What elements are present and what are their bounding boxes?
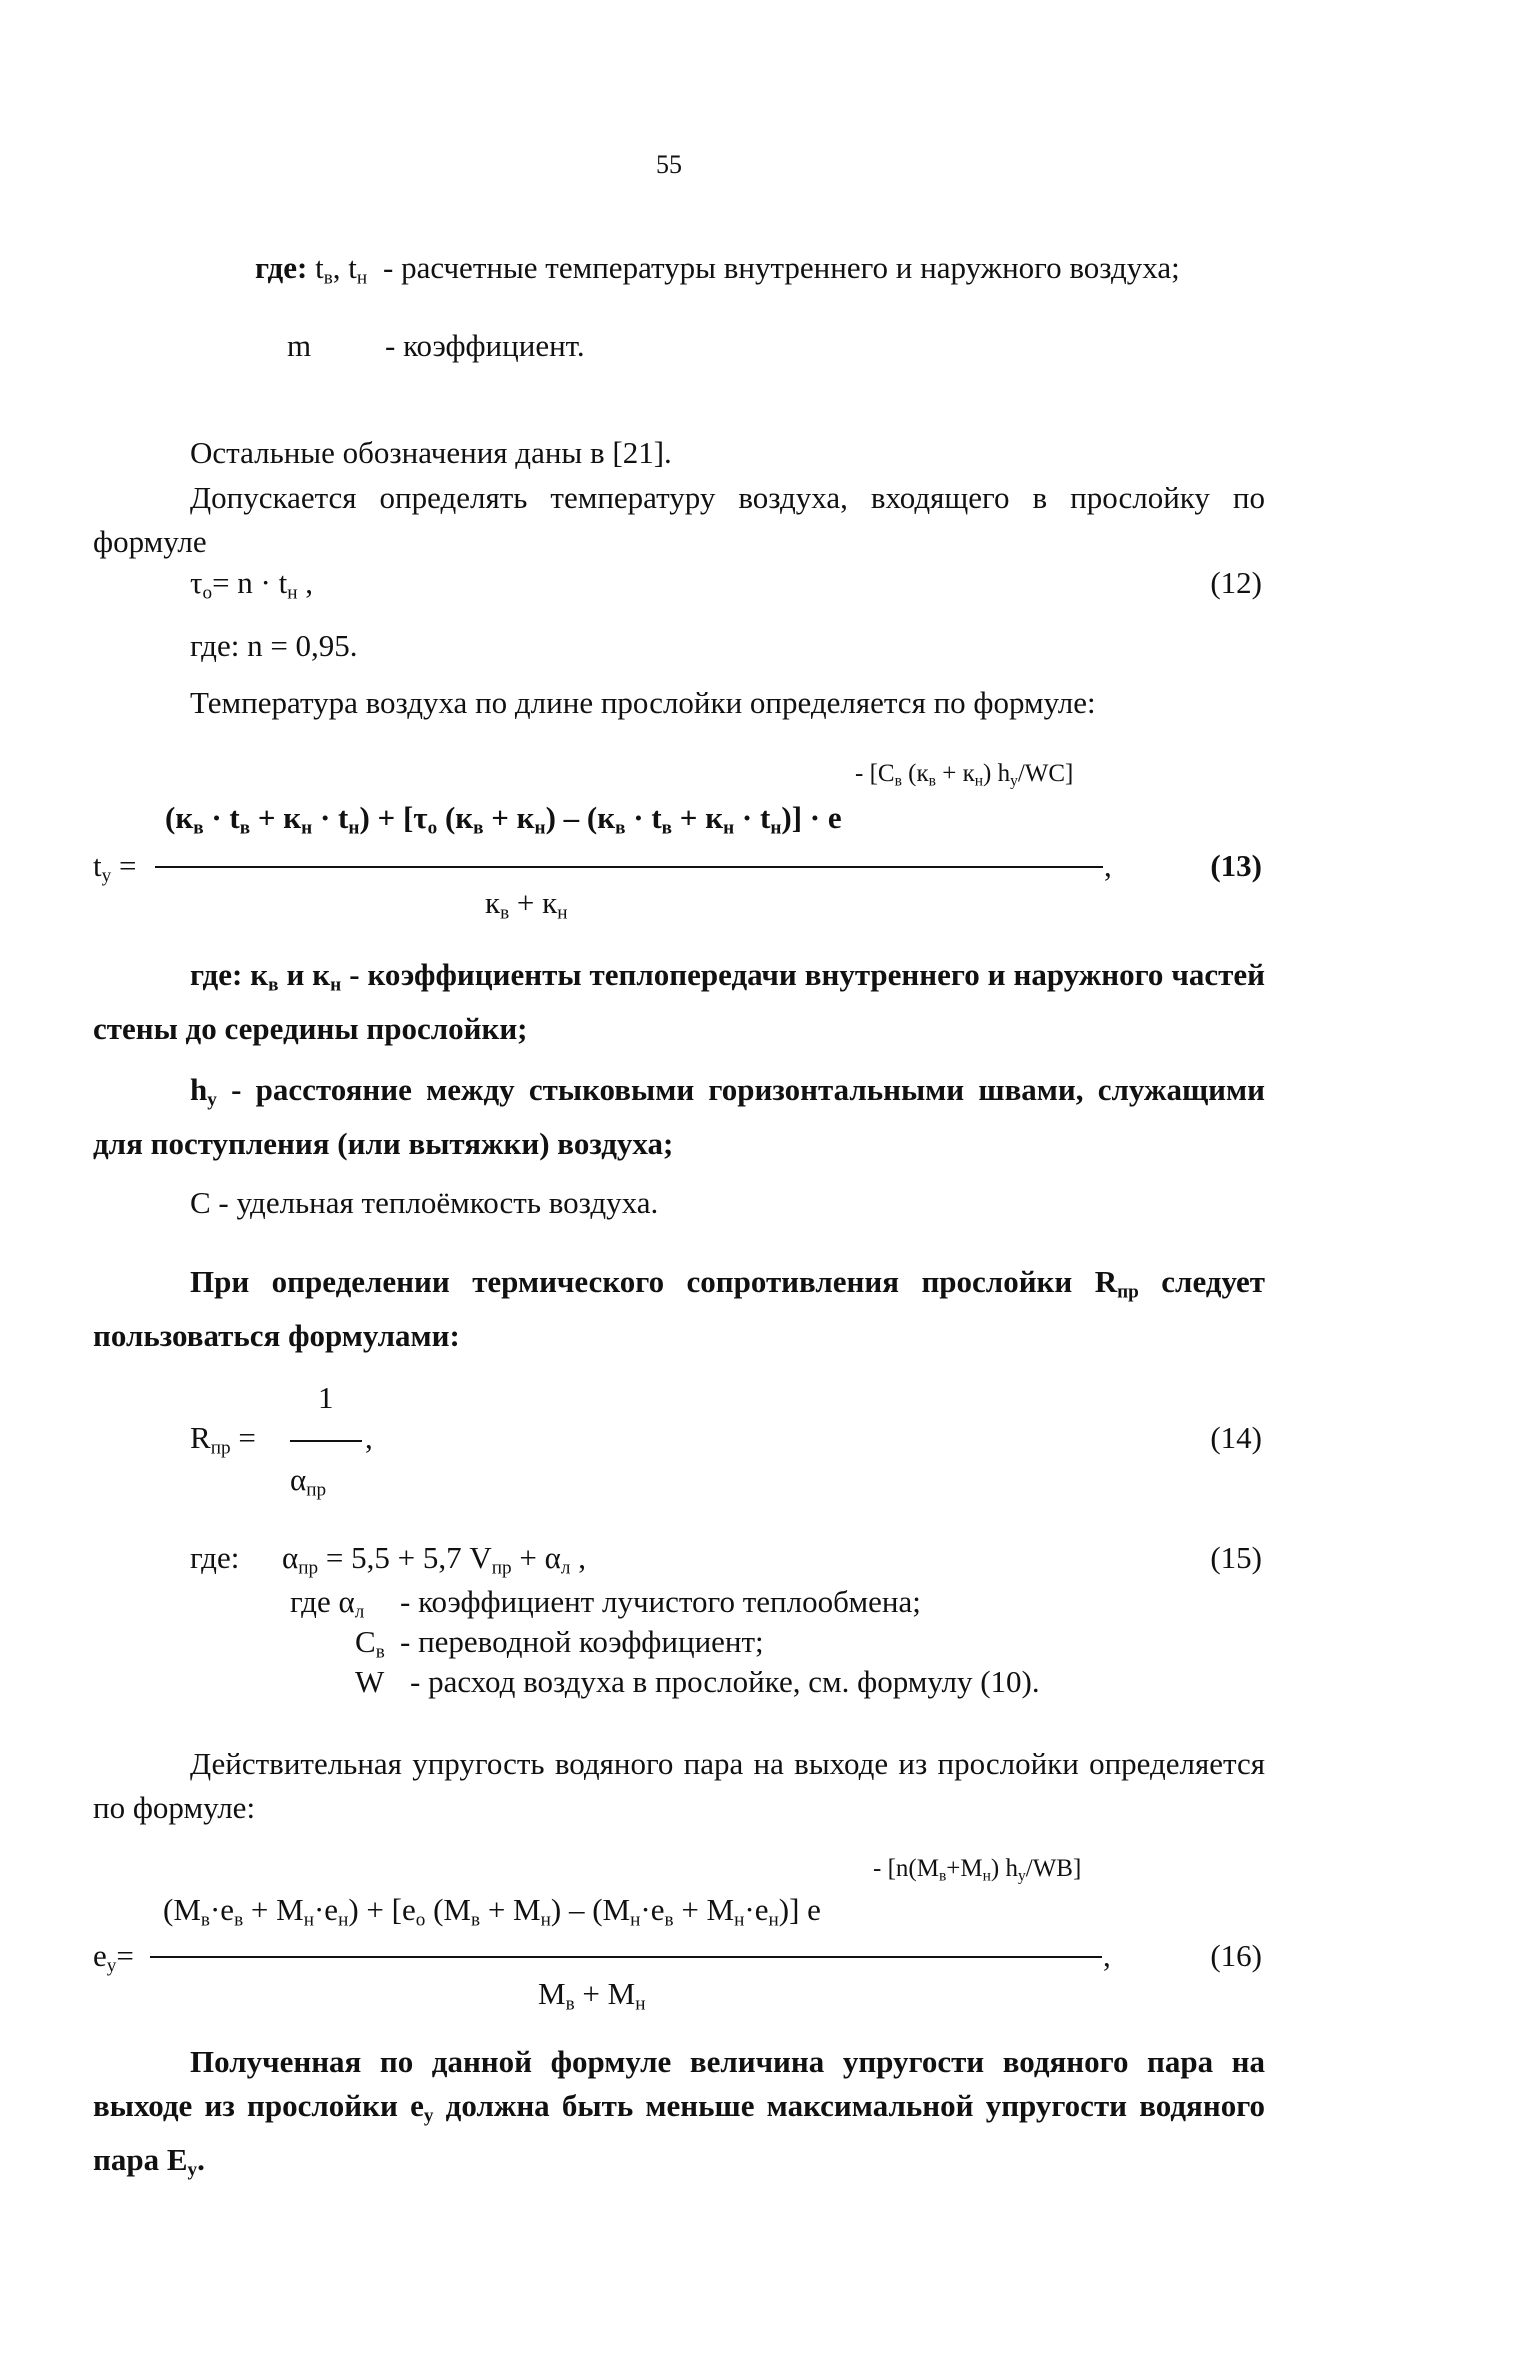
formula-15-label: где: xyxy=(190,1540,240,1575)
formula-13-tail: , xyxy=(1104,848,1112,883)
where-15-w: W xyxy=(355,1664,385,1699)
formula-13-numerator: $(к_в \cdot t_в + к_н \cdot t_н) + [\tau_о$ $(к_в + к_н) - (к_в \cdot t_в + к_н \cdot t_н)] \cdot е$ xyxy=(165,800,842,839)
formula-14-tail: , xyxy=(365,1420,373,1455)
page-number: 55 xyxy=(656,150,682,179)
formula-13-fraction-bar xyxy=(155,866,1103,868)
formula-14-lhs: $R_{пр}$ = xyxy=(190,1420,256,1459)
para-vapor: Действительная упругость водяного пара на выходе из прослойки определяется по формуле: xyxy=(93,1746,1265,1825)
m-symbol: m xyxy=(287,328,312,363)
where-13-k: где: $к_в$ и $к_н$ - коэффициенты теплопередачи внутреннего и наружного частей стены до середины прослойки; xyxy=(93,957,1265,1047)
para-resistance: При определении термического сопротивления прослойки $R_{пр}$ следует пользоваться формулами: xyxy=(93,1264,1266,1354)
where-15-alpha-desc: - коэффициент лучистого теплообмена; xyxy=(400,1584,921,1619)
formula-16-exponent: - [$n(М_в+М_н)$ $h_у/WВ$] xyxy=(873,1855,1082,1885)
para-rest-notations: Остальные обозначения даны в [21]. xyxy=(190,435,672,470)
para-allowed: Допускается определять температуру воздуха, входящего в прослойку по формуле xyxy=(93,480,1265,559)
formula-16-tail: , xyxy=(1103,1938,1111,1973)
m-description: - коэффициент. xyxy=(385,328,585,363)
where-13-h: $h_у$ - расстояние между стыковыми горизонтальными швами, служащими для поступления (или вытяжки) воздуха; xyxy=(93,1072,1265,1162)
where-15-alpha: где $\alpha_л$ xyxy=(290,1584,365,1623)
formula-13-number: (13) xyxy=(1210,848,1262,883)
where-15-w-desc: - расход воздуха в прослойке, см. формулу (10). xyxy=(410,1664,1040,1699)
n-value: где: n = 0,95. xyxy=(190,628,358,663)
where-15-cv-desc: - переводной коэффициент; xyxy=(400,1624,764,1659)
formula-16-numerator: $(М_в\cdot е_в + М_н\cdot е_н) + [е_о$ $(М_в + М_н) - (М_н\cdot е_в + М_н\cdot е_н)$] е xyxy=(163,1892,821,1931)
para-final: Полученная по данной формуле величина упругости водяного пара на выходе из прослойки $е_у$ должна быть меньше максимальной упругости водяного пара $Е_у$. xyxy=(93,2044,1265,2181)
temperatures-description: - расчетные температуры внутреннего и наружного воздуха; xyxy=(383,250,1180,285)
formula-16-denominator: $М_в + М_н$ xyxy=(538,1976,646,2015)
formula-13-denominator: $к_в + к_н$ xyxy=(485,885,568,924)
formula-16-number: (16) xyxy=(1210,1938,1262,1973)
formula-14-number: (14) xyxy=(1210,1420,1262,1455)
formula-14-denominator: $\alpha_{пр}$ xyxy=(290,1462,327,1501)
formula-12: $\tau_о= n \cdot t_н$ , xyxy=(190,565,314,604)
formula-12-number: (12) xyxy=(1210,565,1262,600)
formula-14-fraction-bar xyxy=(290,1440,362,1442)
formula-15: $\alpha_{пр} = 5,5 + 5,7$ $V_{пр} + \alpha_л$ , xyxy=(282,1540,586,1579)
formula-15-number: (15) xyxy=(1210,1540,1262,1575)
where-15-cv: $С_в$ xyxy=(355,1624,385,1663)
formula-16-lhs: $е_у=$ xyxy=(93,1938,134,1977)
formula-13-lhs: $t_у$ = xyxy=(93,848,137,887)
where-temperatures: где: $t_в$, $t_н$ xyxy=(255,250,368,289)
formula-14-numerator: 1 xyxy=(318,1380,334,1415)
para-temperature: Температура воздуха по длине прослойки определяется по формуле: xyxy=(190,685,1096,720)
formula-13-exponent: - [$С_в$ $(к_в + к_н)$ $h_у/WС$] xyxy=(855,760,1074,790)
where-13-c: С - удельная теплоёмкость воздуха. xyxy=(190,1185,659,1220)
where-label: где: xyxy=(255,250,308,285)
formula-16-fraction-bar xyxy=(150,1956,1102,1958)
